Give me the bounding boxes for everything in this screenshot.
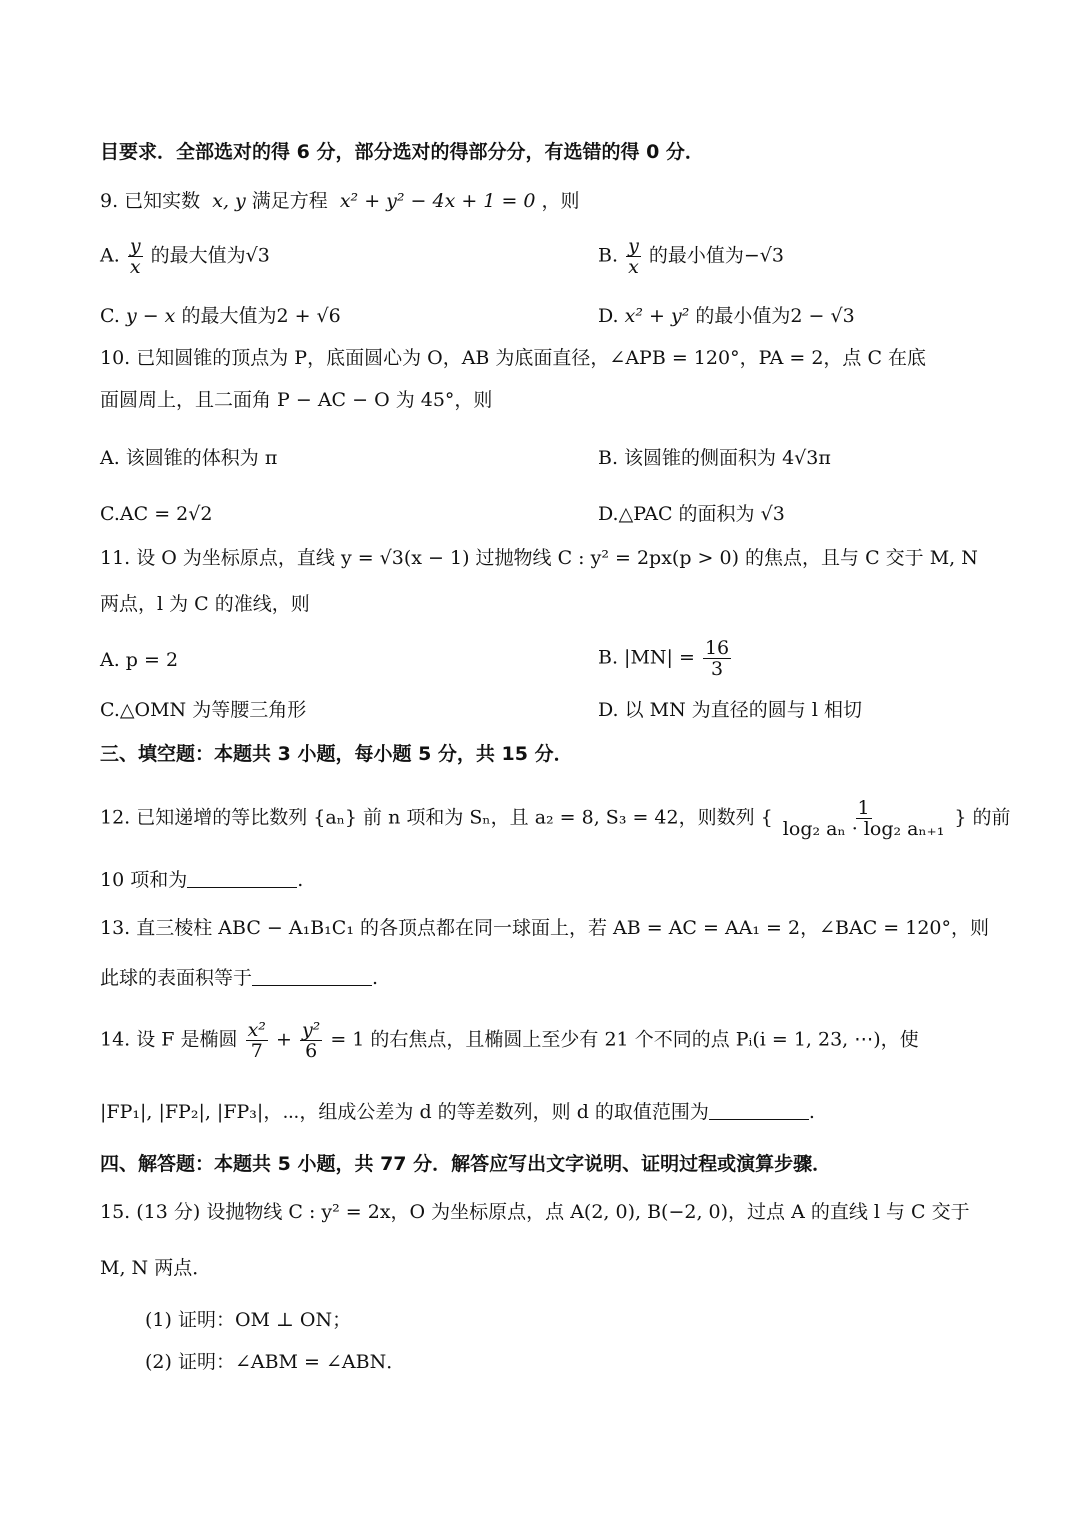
answer-blank [187,869,297,888]
question-10-option-d: D.△PAC 的面积为 √3 [598,503,785,525]
question-11-stem-line1: 11. 设 O 为坐标原点，直线 y = √3(x − 1) 过抛物线 C : y² = 2px(p > 0) 的焦点，且与 C 交于 M, N [100,547,978,569]
question-14-stem-line1: 14. 设 F 是椭圆 $\frac{\text{x²}}{7}$ + $\frac{\text{y²}}{6}$ = 1 的右焦点，且椭圆上至少有 21 个不同的点 Pᵢ(i = 1, 23, ⋯)，使 [100,1019,919,1062]
question-10-option-a: A. 该圆锥的体积为 π [100,447,278,469]
question-11-option-c: C.△OMN 为等腰三角形 [100,699,307,721]
question-13-stem-line1: 13. 直三棱柱 ABC − A₁B₁C₁ 的各顶点都在同一球面上，若 AB = AC = AA₁ = 2，∠BAC = 120°，则 [100,917,990,939]
question-10-option-c: C.AC = 2√2 [100,503,213,525]
question-15-stem-line2: M, N 两点． [100,1257,212,1279]
question-11-option-a: A. p = 2 [100,649,179,671]
fraction: $\frac{\text{y²}}{6}$ [301,1019,321,1062]
question-9-option-a: A. $\frac{y}{x}$ 的最大值为√3 [100,235,270,278]
answer-blank [709,1101,809,1120]
question-10-option-b: B. 该圆锥的侧面积为 4√3π [598,447,831,469]
fraction: $\frac{1}{\text{log₂ aₙ · log₂ aₙ₊₁}}$ [782,797,945,840]
question-9-stem: 9. 已知实数 x, y 满足方程 x² + y² − 4x + 1 = 0 ，则 [100,190,580,212]
section-4-heading: 四、解答题：本题共 5 小题，共 77 分．解答应写出文字说明、证明过程或演算步骤． [100,1153,832,1175]
fraction: $\frac{16}{3}$ [704,637,730,680]
question-15-part-1: (1) 证明：OM ⊥ ON； [145,1309,352,1331]
fraction: $\frac{y}{x}$ [628,235,639,278]
question-11-option-d: D. 以 MN 为直径的圆与 l 相切 [598,699,862,721]
question-15-part-2: (2) 证明：∠ABM = ∠ABN． [145,1351,406,1373]
question-9-option-d: D. x² + y² 的最小值为2 − √3 [598,305,855,327]
section-3-heading: 三、填空题：本题共 3 小题，每小题 5 分，共 15 分． [100,743,573,765]
question-13-stem-line2: 此球的表面积等于 . [100,967,379,989]
question-9-option-c: C. y − x 的最大值为2 + √6 [100,305,341,327]
question-12-stem-line2: 10 项和为 . [100,869,304,891]
question-9-option-b: B. $\frac{y}{x}$ 的最小值为−√3 [598,235,784,278]
fraction: $\frac{y}{x}$ [129,235,141,278]
answer-blank [252,967,372,986]
question-10-stem-line2: 面圆周上，且二面角 P − AC − O 为 45°，则 [100,389,493,411]
question-12-stem-line1: 12. 已知递增的等比数列 {aₙ} 前 n 项和为 Sₙ，且 a₂ = 8, S₃ = 42，则数列 { $\frac{1}{\text{log₂ aₙ · log₂ aₙ₊₁}}$ } 的前 [100,797,1011,840]
fraction: $\frac{\text{x²}}{7}$ [247,1019,266,1062]
question-11-option-b: B. |MN| = $\frac{16}{3}$ [598,637,730,680]
section-intro: 目要求．全部选对的得 6 分，部分选对的得部分分，有选错的得 0 分． [100,141,704,163]
question-15-stem-line1: 15. (13 分) 设抛物线 C : y² = 2x，O 为坐标原点，点 A(2, 0), B(−2, 0)，过点 A 的直线 l 与 C 交于 [100,1201,970,1223]
question-10-stem-line1: 10. 已知圆锥的顶点为 P，底面圆心为 O，AB 为底面直径，∠APB = 120°，PA = 2，点 C 在底 [100,347,927,369]
question-11-stem-line2: 两点，l 为 C 的准线，则 [100,593,310,615]
question-14-stem-line2: |FP₁|, |FP₂|, |FP₃|，⋯，组成公差为 d 的等差数列，则 d 的取值范围为 . [100,1101,815,1123]
